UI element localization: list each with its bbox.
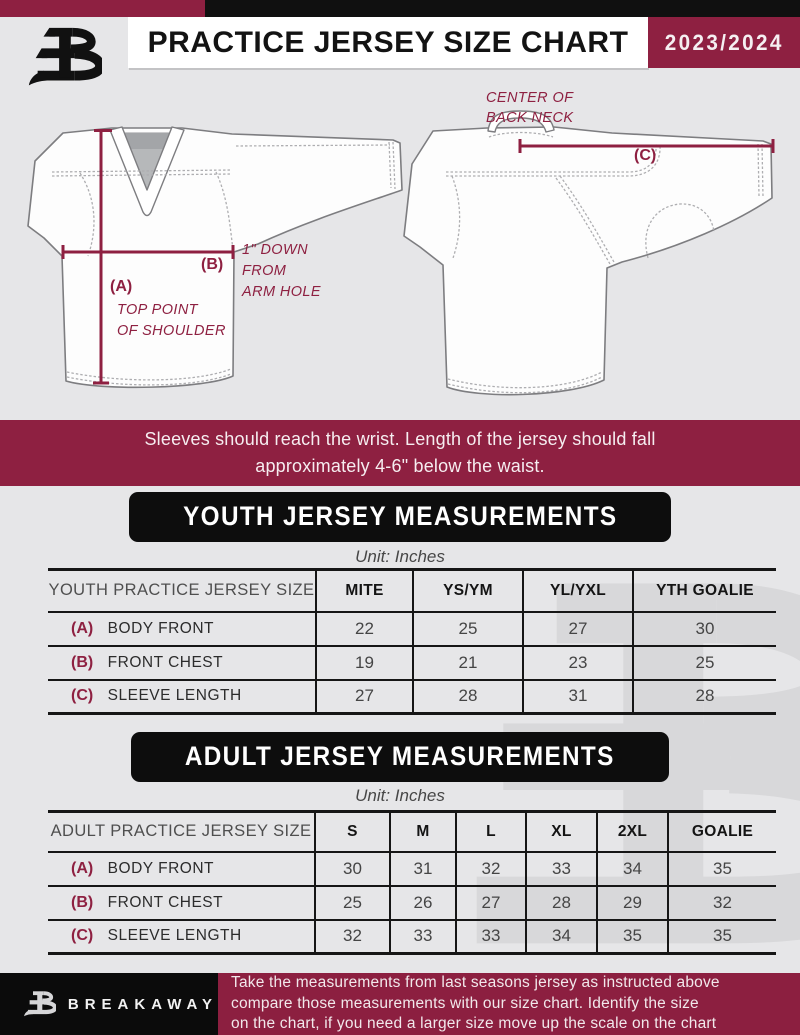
breakaway-footer-logo [22, 985, 56, 1023]
back-caption-c: CENTER OF BACK NECK [486, 90, 574, 126]
footer-line3: on the chart, if you need a larger size move up the scale on the chart [231, 1015, 717, 1033]
row-label: FRONT CHEST [107, 893, 224, 911]
row-marker: (A) [71, 859, 94, 877]
banner-line2: approximately 4-6" below the waist. [255, 456, 545, 476]
youth-front-chest-mite: 19 [316, 646, 413, 680]
adult-table-header-row [48, 812, 776, 852]
youth-sleeve-length-mite: 27 [316, 680, 413, 714]
adult-row-body-front [48, 852, 776, 886]
adult-front-chest-s: 25 [315, 886, 390, 920]
front-caption-a: TOP POINT OF SHOULDER [117, 302, 226, 339]
adult-size-table [48, 810, 776, 955]
adult-front-chest-xl: 28 [526, 886, 597, 920]
jersey-diagrams [0, 80, 800, 420]
season-label: 2023/2024 [664, 29, 784, 55]
row-marker: (C) [71, 687, 94, 705]
adult-label-header: ADULT PRACTICE JERSEY SIZE [48, 812, 315, 852]
front-marker-a: (A) [110, 278, 133, 295]
row-label: BODY FRONT [107, 859, 215, 877]
youth-section-title-row [0, 492, 800, 542]
youth-sleeve-length-ylyxl: 31 [523, 680, 633, 714]
row-marker: (A) [71, 619, 94, 637]
front-marker-b: (B) [201, 256, 224, 273]
youth-front-chest-goalie: 25 [633, 646, 776, 680]
youth-size-header-mite: MITE [316, 570, 413, 612]
adult-sleeve-length-2xl: 35 [597, 920, 668, 954]
adult-sleeve-length-s: 32 [315, 920, 390, 954]
adult-unit-label: Unit: Inches [355, 786, 445, 805]
banner-line1: Sleeves should reach the wrist. Length of the jersey should fall [144, 429, 656, 449]
back-jersey-drawing [404, 111, 773, 395]
adult-sleeve-length-xl: 34 [526, 920, 597, 954]
youth-unit-label: Unit: Inches [355, 547, 445, 566]
back-marker-c: (C) [634, 147, 657, 164]
youth-body-front-mite: 22 [316, 612, 413, 646]
adult-size-header-s: S [315, 812, 390, 852]
row-marker: (B) [71, 893, 94, 911]
footer-instructions [218, 973, 800, 1035]
youth-sleeve-length-goalie: 28 [633, 680, 776, 714]
youth-title-pill [129, 492, 672, 542]
front-caption-b: 1" DOWN FROM ARM HOLE [242, 242, 321, 300]
adult-body-front-goalie: 35 [668, 852, 776, 886]
adult-body-front-m: 31 [390, 852, 456, 886]
adult-body-front-xl: 33 [526, 852, 597, 886]
adult-size-header-m: M [390, 812, 456, 852]
youth-label-header: YOUTH PRACTICE JERSEY SIZE [48, 570, 316, 612]
footer-brand-block [0, 973, 218, 1035]
youth-size-header-ysym: YS/YM [413, 570, 523, 612]
youth-row-body-front [48, 612, 776, 646]
adult-row-front-chest [48, 886, 776, 920]
adult-row-sleeve-length [48, 920, 776, 954]
youth-title: YOUTH JERSEY MEASUREMENTS [182, 501, 618, 531]
adult-size-header-2xl: 2XL [597, 812, 668, 852]
youth-body-front-ysym: 25 [413, 612, 523, 646]
page-title-box [128, 17, 648, 68]
adult-body-front-s: 30 [315, 852, 390, 886]
row-label: SLEEVE LENGTH [107, 927, 242, 945]
row-marker: (C) [71, 927, 94, 945]
adult-sleeve-length-goalie: 35 [668, 920, 776, 954]
youth-front-chest-ylyxl: 23 [523, 646, 633, 680]
youth-body-front-goalie: 30 [633, 612, 776, 646]
row-label: FRONT CHEST [107, 653, 224, 671]
youth-front-chest-ysym: 21 [413, 646, 523, 680]
footer-brand-name: BREAKAWAY [67, 995, 218, 1013]
page-title: PRACTICE JERSEY SIZE CHART [147, 25, 629, 59]
footer-line2: compare those measurements with our size chart. Identify the size [231, 994, 699, 1012]
instruction-banner [0, 420, 800, 486]
adult-body-front-l: 32 [456, 852, 526, 886]
adult-size-header-goalie: GOALIE [668, 812, 776, 852]
youth-body-front-ylyxl: 27 [523, 612, 633, 646]
row-marker: (B) [71, 653, 94, 671]
adult-section-title-row [0, 732, 800, 782]
row-label: BODY FRONT [107, 619, 215, 637]
adult-front-chest-goalie: 32 [668, 886, 776, 920]
adult-title: ADULT JERSEY MEASUREMENTS [185, 741, 615, 771]
footer-line1: Take the measurements from last seasons jersey as instructed above [231, 974, 720, 992]
adult-front-chest-m: 26 [390, 886, 456, 920]
adult-size-header-xl: XL [526, 812, 597, 852]
youth-table-header-row [48, 570, 776, 612]
youth-row-sleeve-length [48, 680, 776, 714]
adult-body-front-2xl: 34 [597, 852, 668, 886]
season-box [648, 17, 800, 68]
youth-row-front-chest [48, 646, 776, 680]
adult-front-chest-l: 27 [456, 886, 526, 920]
row-label: SLEEVE LENGTH [107, 687, 242, 705]
adult-size-header-l: L [456, 812, 526, 852]
youth-size-header-goalie: YTH GOALIE [633, 570, 776, 612]
header-black-bar [205, 0, 800, 17]
youth-size-table [48, 568, 776, 715]
adult-sleeve-length-l: 33 [456, 920, 526, 954]
youth-size-header-ylyxl: YL/YXL [523, 570, 633, 612]
adult-title-pill [131, 732, 669, 782]
adult-sleeve-length-m: 33 [390, 920, 456, 954]
youth-sleeve-length-ysym: 28 [413, 680, 523, 714]
header-maroon-bar [0, 0, 205, 17]
adult-front-chest-2xl: 29 [597, 886, 668, 920]
